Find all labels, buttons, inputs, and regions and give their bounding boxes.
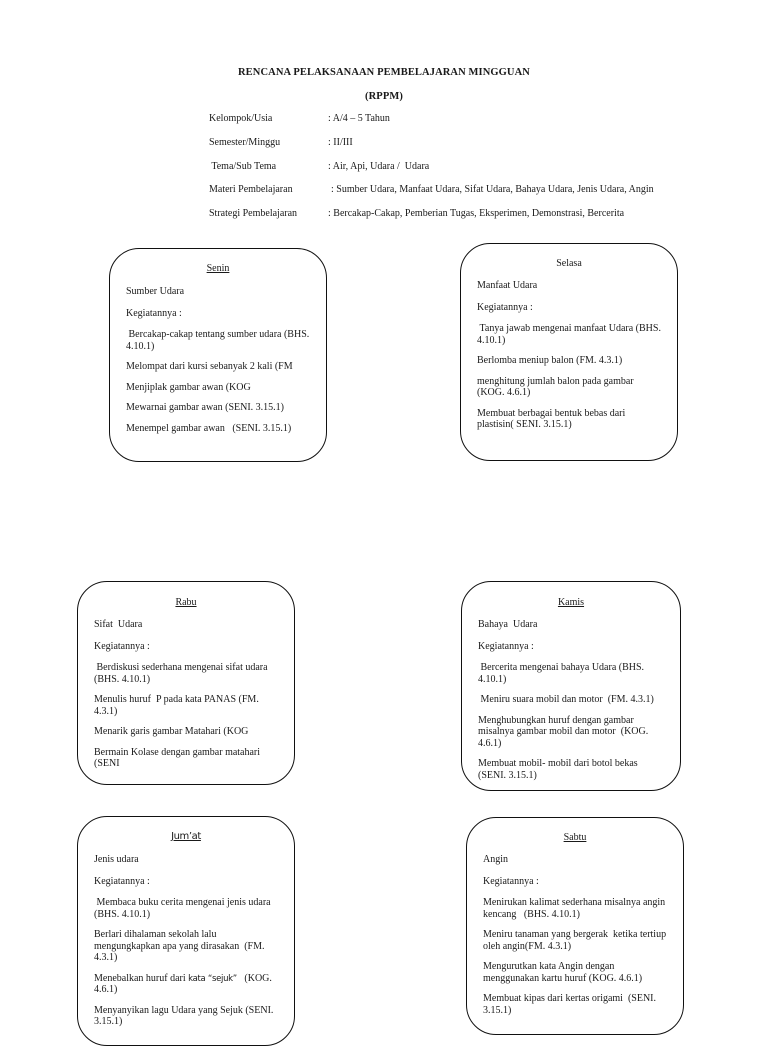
activity-item: Meniru suara mobil dan motor (FM. 4.3.1): [478, 694, 654, 705]
activity-item: Bercerita mengenai bahaya Udara (BHS. 4.10.1): [478, 662, 647, 685]
meta-value: : II/III: [328, 137, 353, 148]
activity-item: Melompat dari kursi sebanyak 2 kali (FM: [126, 361, 293, 372]
activity-item: Menarik garis gambar Matahari (KOG: [94, 726, 249, 737]
meta-label: Kelompok/Usia: [209, 113, 273, 124]
day-box-kamis: [461, 581, 681, 791]
day-box-sabtu: [466, 817, 684, 1035]
activity-item: Menulis huruf P pada kata PANAS (FM. 4.3.1): [94, 694, 262, 717]
day-heading: Rabu: [175, 597, 197, 608]
activity-item: Mewarnai gambar awan (SENI. 3.15.1): [126, 402, 285, 413]
kegiatan-label: Kegiatannya :: [483, 875, 539, 887]
activity-item: Tanya jawab mengenai manfaat Udara (BHS. 4.10.1): [477, 323, 664, 346]
activity-item: Berdiskusi sederhana mengenai sifat udara (BHS. 4.10.1): [94, 662, 271, 685]
topic: Angin: [483, 854, 508, 865]
kegiatan-label: Kegiatannya :: [478, 640, 534, 652]
day-heading: Senin: [206, 263, 230, 274]
document-subtitle: (RPPM): [365, 91, 403, 102]
meta-value: : A/4 – 5 Tahun: [328, 113, 390, 124]
kata-sejuk: kata “sejuk”: [188, 973, 237, 984]
topic: Sumber Udara: [126, 286, 185, 297]
activity-item: Meniru tanaman yang bergerak ketika tertiup oleh angin(FM. 4.3.1): [483, 929, 669, 952]
day-box-rabu: [77, 581, 295, 785]
meta-label: Materi Pembelajaran: [209, 184, 293, 195]
activity-item: Menyanyikan lagu Udara yang Sejuk (SENI. 3.15.1): [94, 1004, 274, 1028]
activity-item: Mengurutkan kata Angin dengan menggunakan kartu huruf (KOG. 4.6.1): [483, 961, 643, 984]
meta-label: Strategi Pembelajaran: [209, 208, 298, 219]
topic: Bahaya Udara: [478, 619, 538, 630]
day-heading: Sabtu: [563, 832, 587, 843]
day-box-jumat: [77, 816, 295, 1046]
day-heading: Kamis: [557, 597, 585, 608]
kegiatan-label: Kegiatannya :: [126, 307, 182, 319]
activity-item: Bermain Kolase dengan gambar matahari (SENI: [94, 746, 261, 769]
day-box-senin: [109, 248, 327, 462]
activity-item: menghitung jumlah balon pada gambar (KOG. 4.6.1): [477, 375, 634, 398]
activity-item: Menjiplak gambar awan (KOG: [126, 381, 251, 393]
activity-item: Berlari dihalaman sekolah lalu mengungkapkan apa yang dirasakan (FM. 4.3.1): [94, 929, 268, 963]
activity-item: Membuat kipas dari kertas origami (SENI. 3.15.1): [483, 993, 659, 1016]
activity-text: (KOG. 4.6.1): [94, 972, 275, 996]
meta-label: Semester/Minggu: [209, 137, 281, 148]
day-heading: Jum’at: [171, 831, 201, 842]
meta-value: : Air, Api, Udara / Udara: [328, 161, 430, 172]
meta-value: : Bercakap-Cakap, Pemberian Tugas, Eksperimen, Demonstrasi, Bercerita: [328, 208, 625, 219]
activity-item: Bercakap-cakap tentang sumber udara (BHS. 4.10.1): [126, 329, 312, 352]
kegiatan-label: Kegiatannya :: [94, 875, 150, 887]
meta-value: : Sumber Udara, Manfaat Udara, Sifat Udara, Bahaya Udara, Jenis Udara, Angin: [331, 184, 654, 195]
activity-item: Menempel gambar awan (SENI. 3.15.1): [126, 422, 292, 434]
activity-item: Membuat mobil- mobil dari botol bekas (SENI. 3.15.1): [478, 758, 638, 781]
activity-item: Membuat berbagai bentuk bebas dari plastisin( SENI. 3.15.1): [477, 407, 626, 430]
topic: Jenis udara: [94, 854, 139, 865]
activity-item: [94, 973, 278, 996]
kegiatan-label: Kegiatannya :: [94, 640, 150, 652]
activity-text: Menebalkan huruf dari: [94, 972, 189, 984]
meta-label: Tema/Sub Tema: [209, 161, 277, 172]
activity-item: Menirukan kalimat sederhana misalnya angin kencang (BHS. 4.10.1): [483, 897, 668, 920]
topic: Manfaat Udara: [477, 280, 538, 291]
kegiatan-label: Kegiatannya :: [477, 301, 533, 313]
topic: Sifat Udara: [94, 619, 143, 630]
day-box-selasa: [460, 243, 678, 461]
activity-item: Membaca buku cerita mengenai jenis udara (BHS. 4.10.1): [94, 897, 274, 920]
activity-item: Berlomba meniup balon (FM. 4.3.1): [477, 355, 623, 366]
day-heading: Selasa: [556, 258, 582, 269]
document-title: RENCANA PELAKSANAAN PEMBELAJARAN MINGGUAN: [238, 67, 530, 78]
activity-item: Menghubungkan huruf dengan gambar misalnya gambar mobil dan motor (KOG. 4.6.1): [478, 714, 651, 749]
